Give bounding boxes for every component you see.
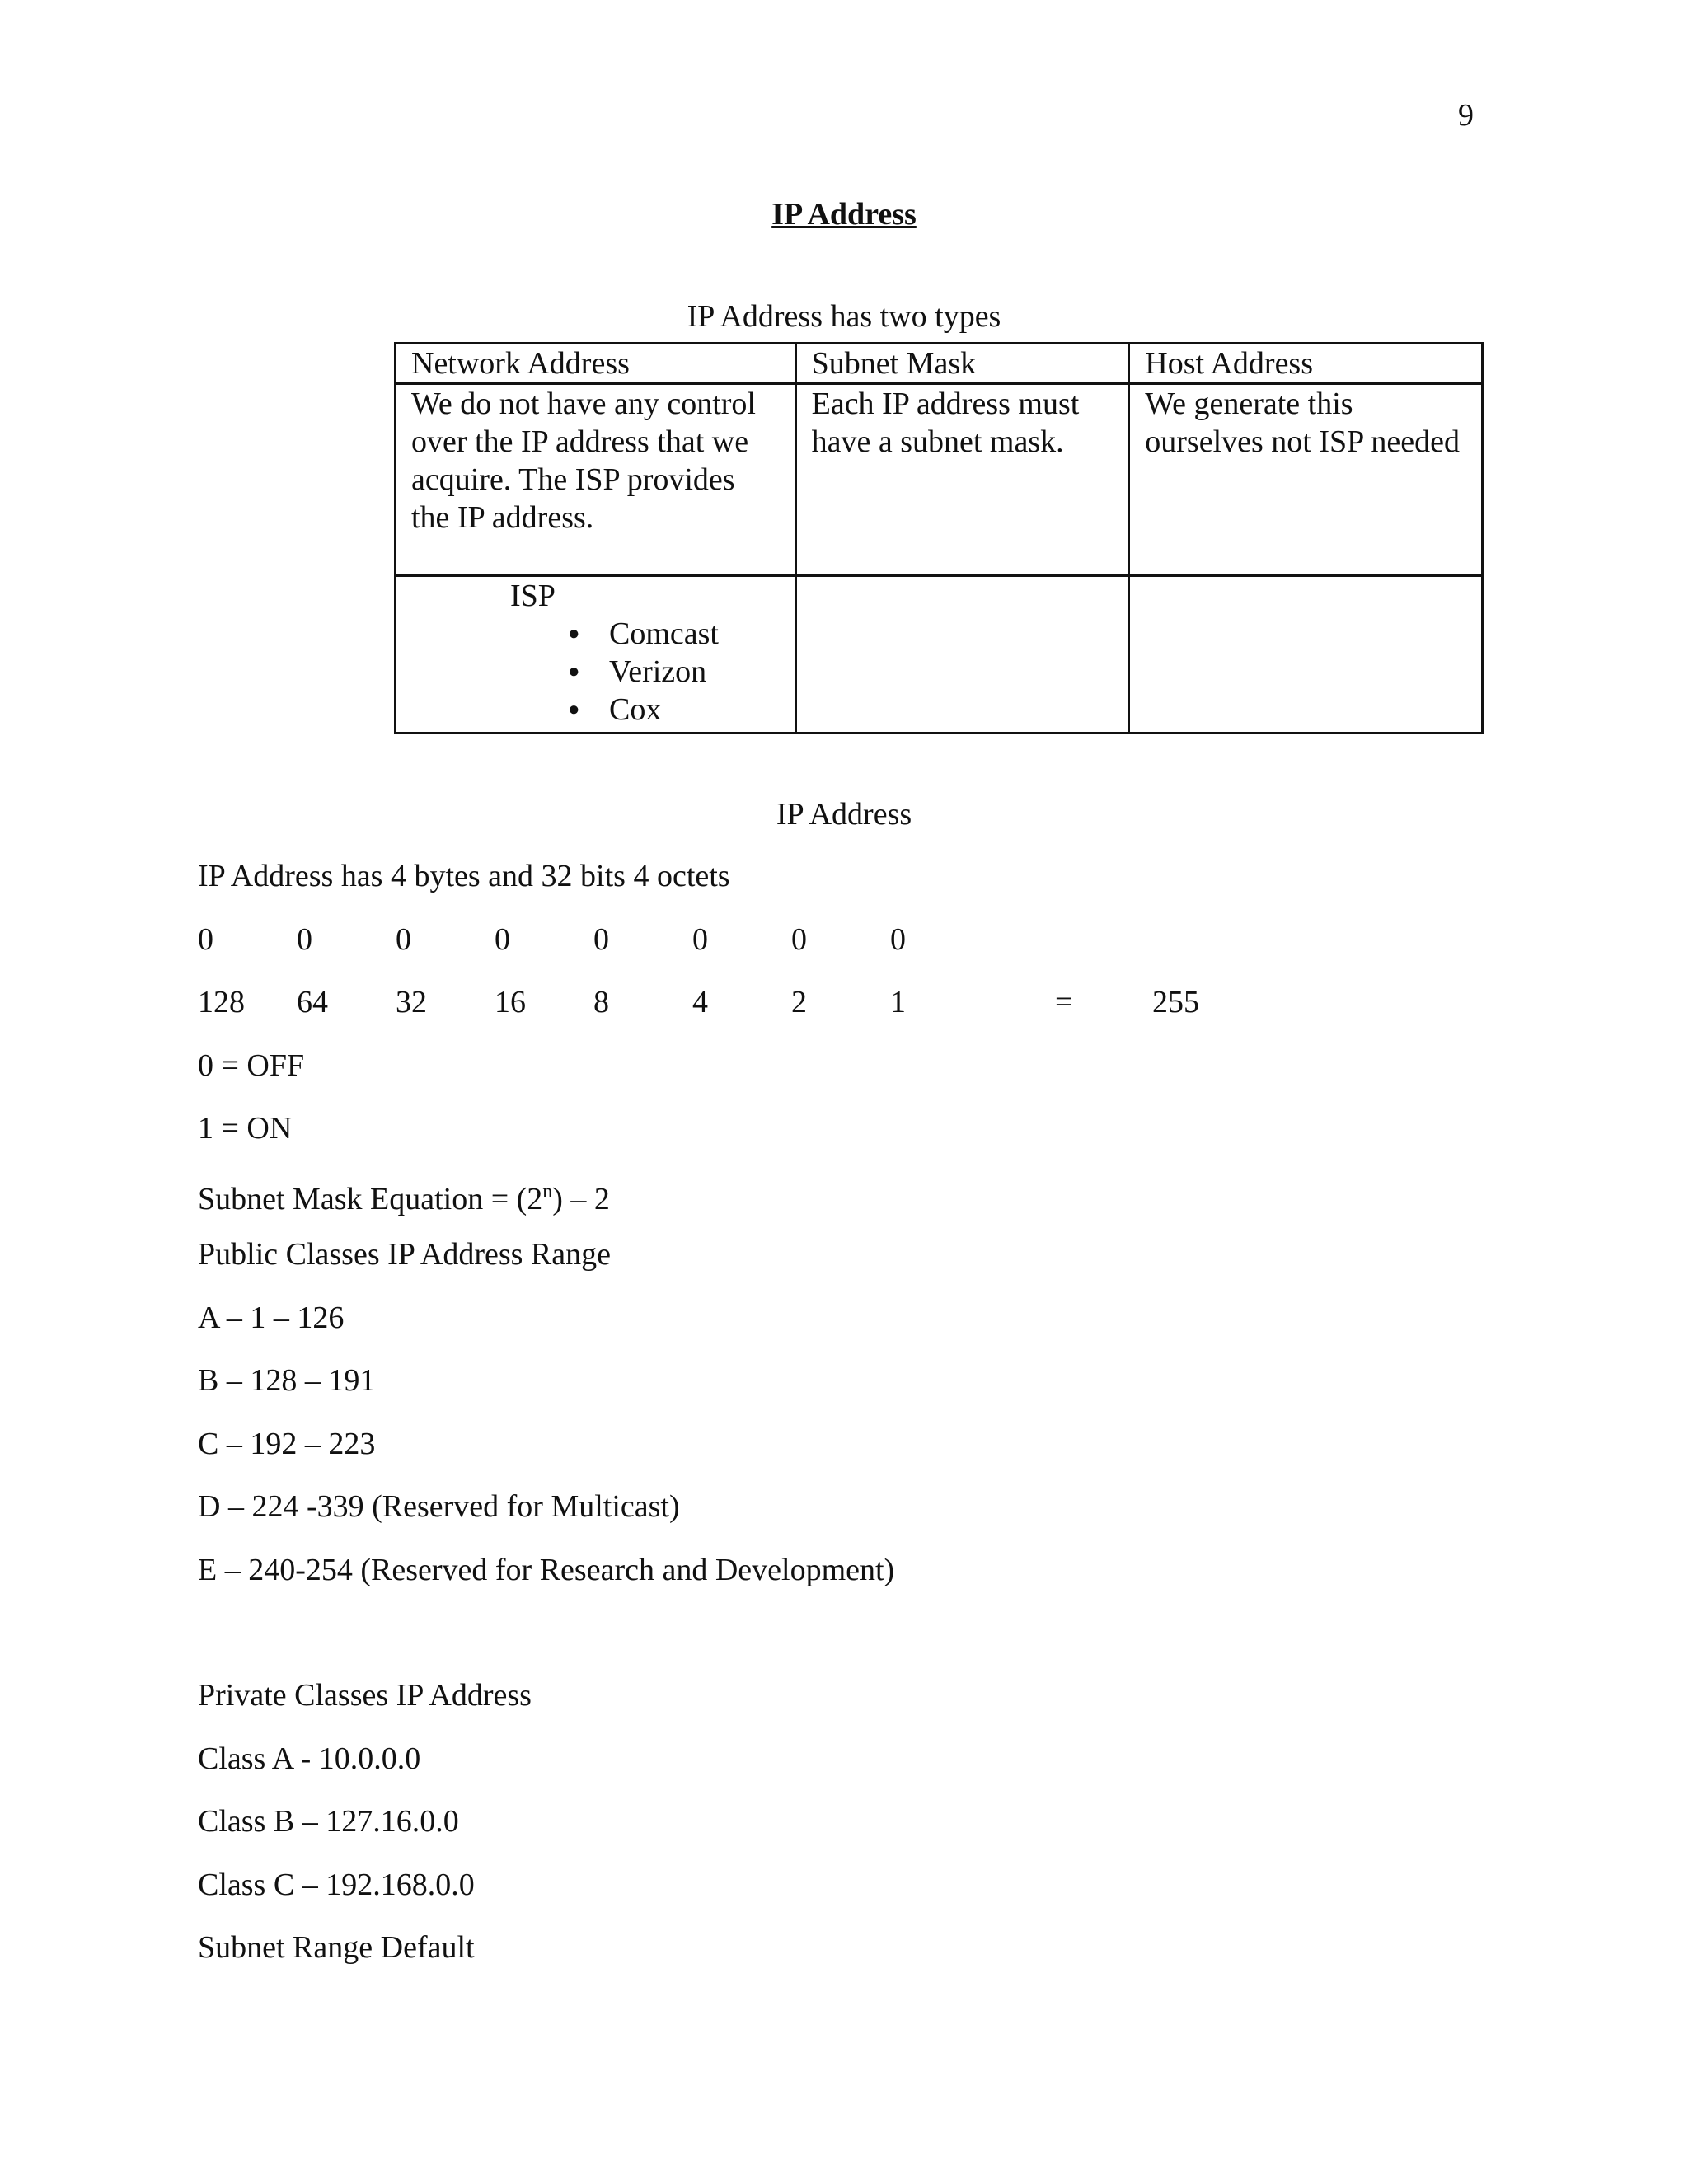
bit-zero: 0 [198, 921, 213, 957]
equation-suffix: ) – 2 [552, 1181, 610, 1216]
private-class-a: Class A - 10.0.0.0 [198, 1741, 421, 1776]
public-class-e: E – 240-254 (Reserved for Research and Development) [198, 1552, 895, 1587]
bits-values-row [198, 983, 1251, 1047]
isp-label: ISP [510, 579, 556, 613]
off-line: 0 = OFF [198, 1047, 305, 1083]
table-row [396, 384, 1483, 576]
bit-value: 128 [198, 985, 245, 1019]
public-class-c: C – 192 – 223 [198, 1426, 376, 1461]
bits-total: 255 [1152, 985, 1199, 1019]
public-class-b: B – 128 – 191 [198, 1363, 376, 1398]
on-line: 1 = ON [198, 1111, 293, 1146]
network-address-description: We do not have any control over the IP address that we acquire. The ISP provides the IP address. [396, 384, 796, 576]
private-class-b: Class B – 127.16.0.0 [198, 1804, 459, 1839]
private-class-c: Class C – 192.168.0.0 [198, 1867, 475, 1902]
isp-list [411, 615, 780, 729]
section-heading: IP Address [776, 797, 912, 832]
bits-zero-row [198, 921, 1251, 984]
bit-zero: 0 [890, 921, 906, 957]
public-class-a: A – 1 – 126 [198, 1300, 345, 1335]
body-text [198, 857, 1251, 1992]
page-number: 9 [1458, 98, 1474, 133]
header-host-address: Host Address [1129, 344, 1483, 384]
header-subnet-mask: Subnet Mask [795, 344, 1129, 384]
table-row [396, 576, 1483, 733]
spacer [198, 1614, 1251, 1676]
bit-value: 16 [495, 985, 526, 1019]
public-class-d: D – 224 -339 (Reserved for Multicast) [198, 1489, 680, 1524]
bit-zero: 0 [593, 921, 609, 957]
bytes-line: IP Address has 4 bytes and 32 bits 4 octets [198, 859, 730, 893]
bit-value: 64 [297, 985, 328, 1019]
bit-zero: 0 [495, 921, 510, 957]
bit-zero: 0 [791, 921, 807, 957]
table-header-row [396, 344, 1483, 384]
bits-equals: = [1055, 985, 1073, 1019]
host-address-description: We generate this ourselves not ISP needed [1129, 384, 1483, 576]
bit-value: 8 [593, 985, 609, 1019]
equation-exponent: n [542, 1180, 553, 1202]
bit-zero: 0 [692, 921, 708, 957]
page-title: IP Address [771, 197, 917, 232]
ip-types-table [394, 342, 1484, 734]
subnet-equation [198, 1173, 1251, 1236]
list-item: ● Comcast [411, 615, 780, 653]
table-caption: IP Address has two types [687, 299, 1001, 334]
private-classes-heading: Private Classes IP Address [198, 1678, 532, 1713]
public-classes-heading: Public Classes IP Address Range [198, 1237, 612, 1272]
bit-zero: 0 [396, 921, 411, 957]
bit-value: 1 [890, 985, 906, 1019]
bit-zero: 0 [297, 921, 312, 957]
subnet-range-default: Subnet Range Default [198, 1930, 475, 1965]
bit-value: 4 [692, 985, 708, 1019]
isp-cell [396, 576, 796, 733]
bit-value: 32 [396, 985, 427, 1019]
header-network-address: Network Address [396, 344, 796, 384]
empty-cell [1129, 576, 1483, 733]
list-item: ● Cox [411, 691, 780, 729]
empty-cell [795, 576, 1129, 733]
list-item: ● Verizon [411, 653, 780, 691]
subnet-mask-description: Each IP address must have a subnet mask. [795, 384, 1129, 576]
bit-value: 2 [791, 985, 807, 1019]
equation-prefix: Subnet Mask Equation = (2 [198, 1181, 543, 1216]
